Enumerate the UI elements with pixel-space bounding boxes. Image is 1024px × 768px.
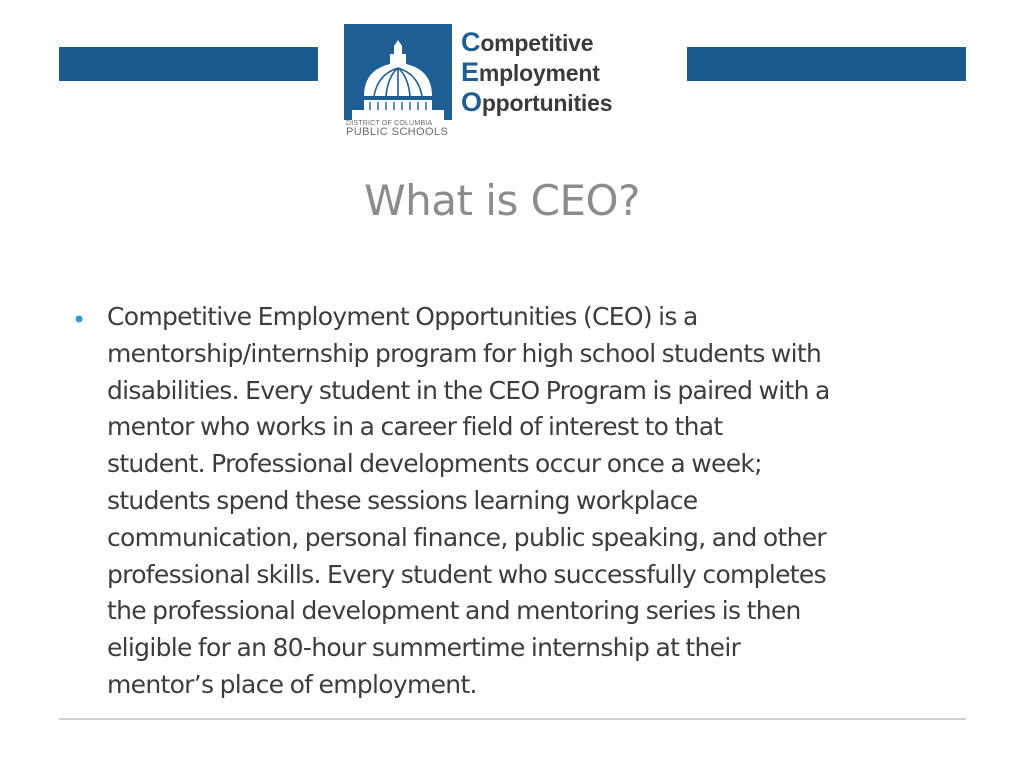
body-line: the professional development and mentoring series is then <box>107 596 801 626</box>
body-line: disabilities. Every student in the CEO Program is paired with a <box>107 375 830 405</box>
ceo-logo <box>344 24 664 142</box>
logo-caption-line-2: PUBLIC SCHOOLS <box>346 126 449 139</box>
capitol-dome-icon <box>344 24 452 120</box>
body-line: eligible for an 80-hour summertime internship at their <box>107 633 741 663</box>
wordmark-line-1: Competitive <box>461 27 594 57</box>
body-line: Competitive Employment Opportunities (CEO) is a <box>107 302 698 331</box>
header-bar-left <box>59 47 318 81</box>
body-line: mentorship/internship program for high school students with <box>107 338 822 368</box>
body-line: professional skills. Every student who successfully completes <box>107 559 826 589</box>
slide-body-text <box>107 299 967 704</box>
body-line: communication, personal finance, public speaking, and other <box>107 522 826 552</box>
body-line: students spend these sessions learning workplace <box>107 485 698 515</box>
body-line: student. Professional developments occur once a week; <box>107 449 762 479</box>
footer-divider <box>59 718 966 720</box>
slide-title: What is CEO? <box>364 176 640 225</box>
logo-caption <box>346 120 476 139</box>
logo-wordmark <box>461 28 612 118</box>
bullet-point-icon: • <box>72 306 87 334</box>
body-line: mentor’s place of employment. <box>107 669 477 699</box>
header-bar-right <box>687 47 966 81</box>
logo-caption-line-1: DISTRICT OF COLUMBIA <box>346 120 433 127</box>
body-line: mentor who works in a career field of interest to that <box>107 412 723 442</box>
wordmark-line-3: Opportunities <box>461 87 613 117</box>
wordmark-line-2: Employment <box>461 57 600 87</box>
